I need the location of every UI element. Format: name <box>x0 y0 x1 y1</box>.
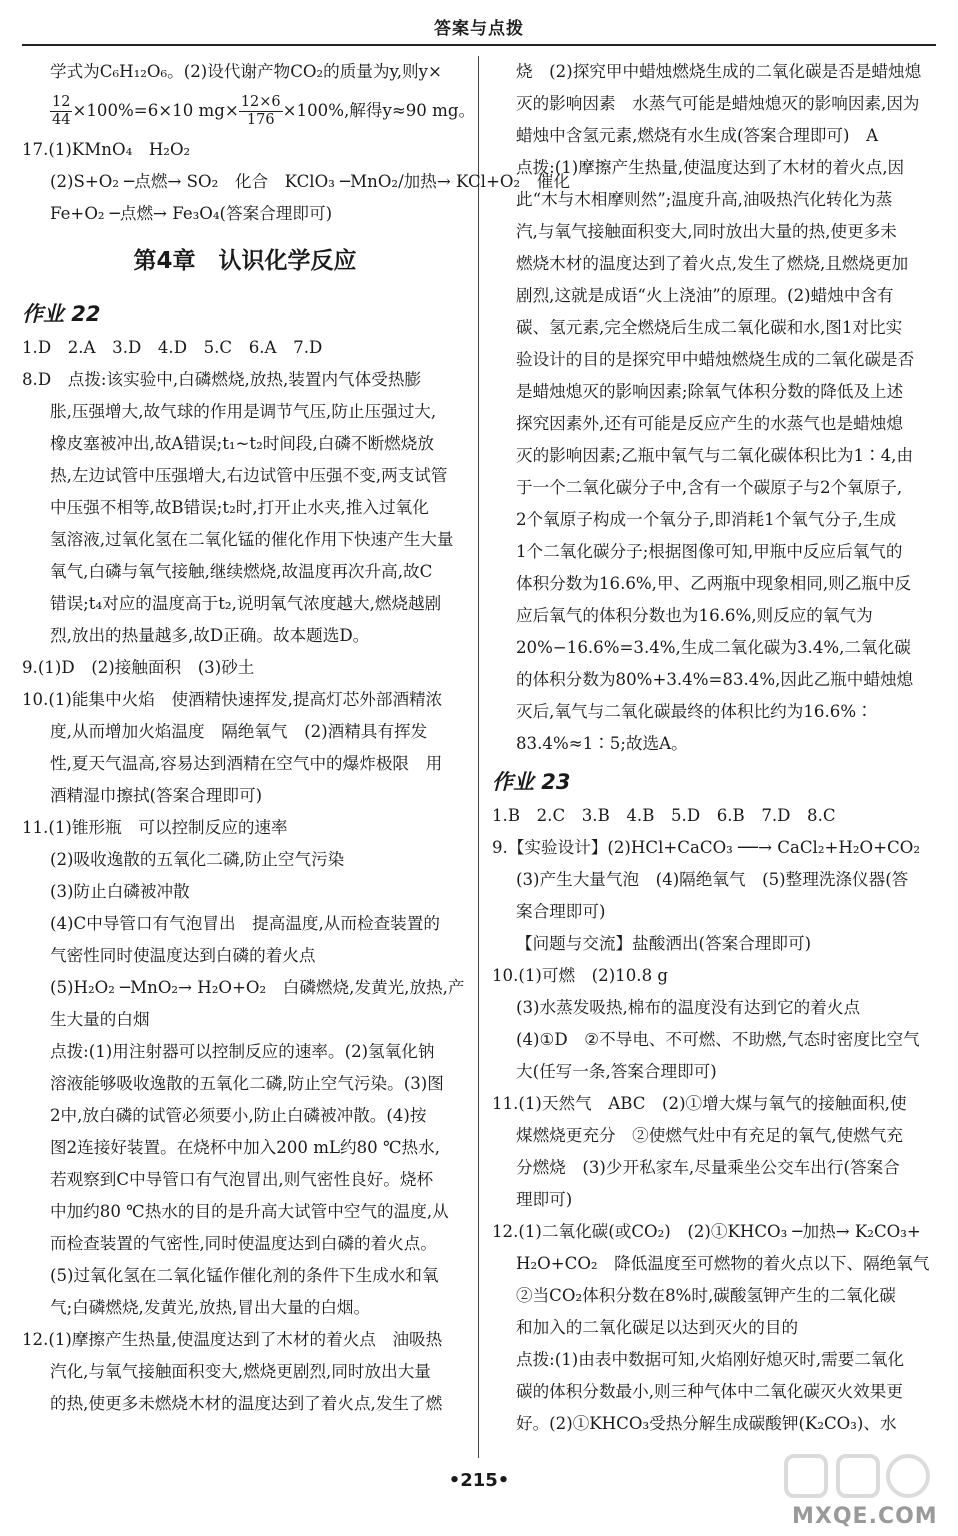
text-line: 蜡烛中含氢元素,燃烧有水生成(答案合理即可) A <box>516 126 879 145</box>
text-line: 热,左边试管中压强增大,右边试管中压强不变,两支试管 <box>50 466 448 485</box>
text-line: 气密性同时使温度达到白磷的着火点 <box>50 946 316 965</box>
text-line: (2)吸收逸散的五氧化二磷,防止空气污染 <box>50 850 345 869</box>
text-line: 2个氧原子构成一个氧分子,即消耗1个氧气分子,生成 <box>516 510 897 529</box>
text-line: 9.(1)D (2)接触面积 (3)砂土 <box>22 658 255 677</box>
text-line: 83.4%≈1∶5;故选A。 <box>516 734 688 753</box>
text-line: 10.(1)能集中火焰 使酒精快速挥发,提高灯芯外部酒精浓 <box>22 690 443 709</box>
text-line: 是蜡烛熄灭的影响因素;除氧气体积分数的降低及上述 <box>516 382 904 401</box>
text-line: 8.D 点拨:该实验中,白磷燃烧,放热,装置内气体受热膨 <box>22 370 422 389</box>
text-line: 中加约80 ℃热水的目的是升高大试管中空气的温度,从 <box>50 1202 449 1221</box>
text-line: 而检查装置的气密性,同时使温度达到白磷的着火点。 <box>50 1234 437 1253</box>
text-line: 此“木与木相摩则然”;温度升高,油吸热汽化转化为蒸 <box>516 190 893 209</box>
text-line: 学式为C₆H₁₂O₆。(2)设代谢产物CO₂的质量为y,则y× <box>50 62 442 81</box>
text-line: 1个二氧化碳分子;根据图像可知,甲瓶中反应后氧气的 <box>516 542 903 561</box>
text-line: 案合理即可) <box>516 902 606 921</box>
text-line: 橡皮塞被冲出,故A错误;t₁~t₂时间段,白磷不断燃烧放 <box>50 434 434 453</box>
text-line: 2中,放白磷的试管必须要小,防止白磷被冲散。(4)按 <box>50 1106 427 1125</box>
fraction-line <box>22 88 476 134</box>
text-line: 应后氧气的体积分数也为16.6%,则反应的氧气为 <box>516 606 873 625</box>
text-line: H₂O+CO₂ 降低温度至可燃物的着火点以下、隔绝氧气 <box>516 1254 930 1273</box>
text-line: 1.B 2.C 3.B 4.B 5.D 6.B 7.D 8.C <box>492 806 836 825</box>
header-rule <box>22 44 936 46</box>
text-line: (5)过氧化氢在二氧化锰作催化剂的条件下生成水和氧 <box>50 1266 439 1285</box>
text-line: 12.(1)摩擦产生热量,使温度达到了木材的着火点 油吸热 <box>22 1330 443 1349</box>
text-line: 剧烈,这就是成语“火上浇油”的原理。(2)蜡烛中含有 <box>516 286 894 305</box>
text-line: 氧气,白磷与氧气接触,继续燃烧,故温度再次升高,故C <box>50 562 433 581</box>
text-line: 分燃烧 (3)少开私家车,尽量乘坐公交车出行(答案合 <box>516 1158 900 1177</box>
text-line: 10.(1)可燃 (2)10.8 g <box>492 966 669 985</box>
text-line: 氢溶液,过氧化氢在二氧化锰的催化作用下快速产生大量 <box>50 530 454 549</box>
fraction-tail: ×100%,解得y≈90 mg。 <box>282 101 476 120</box>
text-line: (3)防止白磷被冲散 <box>50 882 190 901</box>
text-line: 灭后,氧气与二氧化碳最终的体积比约为16.6%∶ <box>516 702 873 721</box>
page-header: 答案与点拨 <box>434 19 524 39</box>
text-line: 于一个二氧化碳分子中,含有一个碳原子与2个氧原子, <box>516 478 903 497</box>
text-line: (4)①D ②不导电、不可燃、不助燃,气态时密度比空气 <box>516 1030 920 1049</box>
text-line: (3)水蒸发吸热,棉布的温度没有达到它的着火点 <box>516 998 861 1017</box>
text-line: 灭的影响因素;乙瓶中氧气与二氧化碳体积比为1∶4,由 <box>516 446 914 465</box>
text-line: 气;白磷燃烧,发黄光,放热,冒出大量的白烟。 <box>50 1298 371 1317</box>
text-line: 点拨:(1)由表中数据可知,火焰刚好熄灭时,需要二氧化 <box>516 1350 905 1369</box>
text-line: 度,从而增加火焰温度 隔绝氧气 (2)酒精具有挥发 <box>50 722 428 741</box>
text-line: 的热,使更多未燃烧木材的温度达到了着火点,发生了燃 <box>50 1394 443 1413</box>
text-line: 烈,放出的热量越多,故D正确。故本题选D。 <box>50 626 370 645</box>
text-line: 烧 (2)探究甲中蜡烛燃烧生成的二氧化碳是否是蜡烛熄 <box>516 62 922 81</box>
text-line: 溶液能够吸收逸散的五氧化二磷,防止空气污染。(3)图 <box>50 1074 444 1093</box>
text-line: 和加入的二氧化碳足以达到灭火的目的 <box>516 1318 799 1337</box>
text-line: 点拨:(1)摩擦产生热量,使温度达到了木材的着火点,因 <box>516 158 905 177</box>
text-line: 的体积分数为80%+3.4%=83.4%,因此乙瓶中蜡烛熄 <box>516 670 914 689</box>
text-line: 碳的体积分数最小,则三种气体中二氧化碳灭火效果更 <box>516 1382 903 1401</box>
page-number: •215• <box>448 1470 510 1491</box>
text-line: 9.【实验设计】(2)HCl+CaCO₃ ──→ CaCl₂+H₂O+CO₂ <box>492 838 920 857</box>
text-line: (5)H₂O₂ ─MnO₂→ H₂O+O₂ 白磷燃烧,发黄光,放热,产 <box>50 978 465 997</box>
text-line: 胀,压强增大,故气球的作用是调节气压,防止压强过大, <box>50 402 437 421</box>
text-line: 大(任写一条,答案合理即可) <box>516 1062 717 1081</box>
text-line: 理即可) <box>516 1190 573 1209</box>
fraction: $\frac{12\times 6}{176}$ <box>240 94 281 128</box>
text-line: 生大量的白烟 <box>50 1010 150 1029</box>
text-line: (3)产生大量气泡 (4)隔绝氧气 (5)整理洗涤仪器(答 <box>516 870 909 889</box>
text-line: 12.(1)二氧化碳(或CO₂) (2)①KHCO₃ ─加热→ K₂CO₃+ <box>492 1222 921 1241</box>
text-line: 图2连接好装置。在烧杯中加入200 mL约80 ℃热水, <box>50 1138 440 1157</box>
right-answer-lines-b <box>492 800 938 1440</box>
watermark-text: MXQE.COM <box>792 1504 938 1529</box>
fraction: $\frac{12}{44}$ <box>52 94 71 128</box>
answer-line: 17.(1)KMnO₄ H₂O₂ <box>22 140 191 159</box>
text-line: 性,夏天气温高,容易达到酒精在空气中的爆炸极限 用 <box>50 754 443 773</box>
text-line: 探究因素外,还有可能是反应产生的水蒸气也是蜡烛熄 <box>516 414 903 433</box>
text-line: 好。(2)①KHCO₃受热分解生成碳酸钾(K₂CO₃)、水 <box>516 1414 897 1433</box>
text-line: 验设计的目的是探究甲中蜡烛燃烧生成的二氧化碳是否 <box>516 350 915 369</box>
text-line: 汽,与氧气接触面积变大,同时放出大量的热,使更多未 <box>516 222 897 241</box>
text-line: 错误;t₄对应的温度高于t₂,说明氧气浓度越大,燃烧越剧 <box>50 594 442 613</box>
text-line: 碳、氢元素,完全燃烧后生成二氧化碳和水,图1对比实 <box>516 318 903 337</box>
text-line: 若观察到C中导管口有气泡冒出,则气密性良好。烧杯 <box>50 1170 434 1189</box>
right-column <box>492 56 938 1440</box>
text-line: 点拨:(1)用注射器可以控制反应的速率。(2)氢氧化钠 <box>50 1042 435 1061</box>
homework-heading: 作业 22 <box>22 302 101 326</box>
text-line: 11.(1)天然气 ABC (2)①增大煤与氧气的接触面积,使 <box>492 1094 907 1113</box>
homework-heading: 作业 23 <box>492 770 571 794</box>
left-answer-lines <box>22 332 468 1420</box>
fraction-middle: ×100%=6×10 mg× <box>72 101 239 120</box>
text-line: 灭的影响因素 水蒸气可能是蜡烛熄灭的影响因素,因为 <box>516 94 920 113</box>
text-line: 煤燃烧更充分 ②使燃气灶中有充足的氧气,使燃气充 <box>516 1126 903 1145</box>
text-line: 燃烧木材的温度达到了着火点,发生了燃烧,且燃烧更加 <box>516 254 909 273</box>
text-line: 汽化,与氧气接触面积变大,燃烧更剧烈,同时放出大量 <box>50 1362 431 1381</box>
answer-line: (2)S+O₂ ─点燃→ SO₂ 化合 KClO₃ ─MnO₂/加热→ KCl+O₂ 催化 <box>50 172 570 191</box>
text-line: ②当CO₂体积分数在8%时,碳酸氢钾产生的二氧化碳 <box>516 1286 896 1305</box>
right-answer-lines-a <box>492 56 938 760</box>
text-line: 酒精湿巾擦拭(答案合理即可) <box>50 786 263 805</box>
text-line: 【问题与交流】盐酸洒出(答案合理即可) <box>516 934 812 953</box>
chapter-title: 第4章 认识化学反应 <box>133 248 357 274</box>
column-divider <box>478 56 479 1458</box>
text-line: (4)C中导管口有气泡冒出 提高温度,从而检查装置的 <box>50 914 440 933</box>
text-line: 1.D 2.A 3.D 4.D 5.C 6.A 7.D <box>22 338 323 357</box>
answer-line: Fe+O₂ ─点燃→ Fe₃O₄(答案合理即可) <box>50 204 333 223</box>
text-line: 体积分数为16.6%,甲、乙两瓶中现象相同,则乙瓶中反 <box>516 574 912 593</box>
text-line: 20%−16.6%=3.4%,生成二氧化碳为3.4%,二氧化碳 <box>516 638 911 657</box>
text-line: 11.(1)锥形瓶 可以控制反应的速率 <box>22 818 288 837</box>
text-line: 中压强不相等,故B错误;t₂时,打开止水夹,推入过氧化 <box>50 498 429 517</box>
